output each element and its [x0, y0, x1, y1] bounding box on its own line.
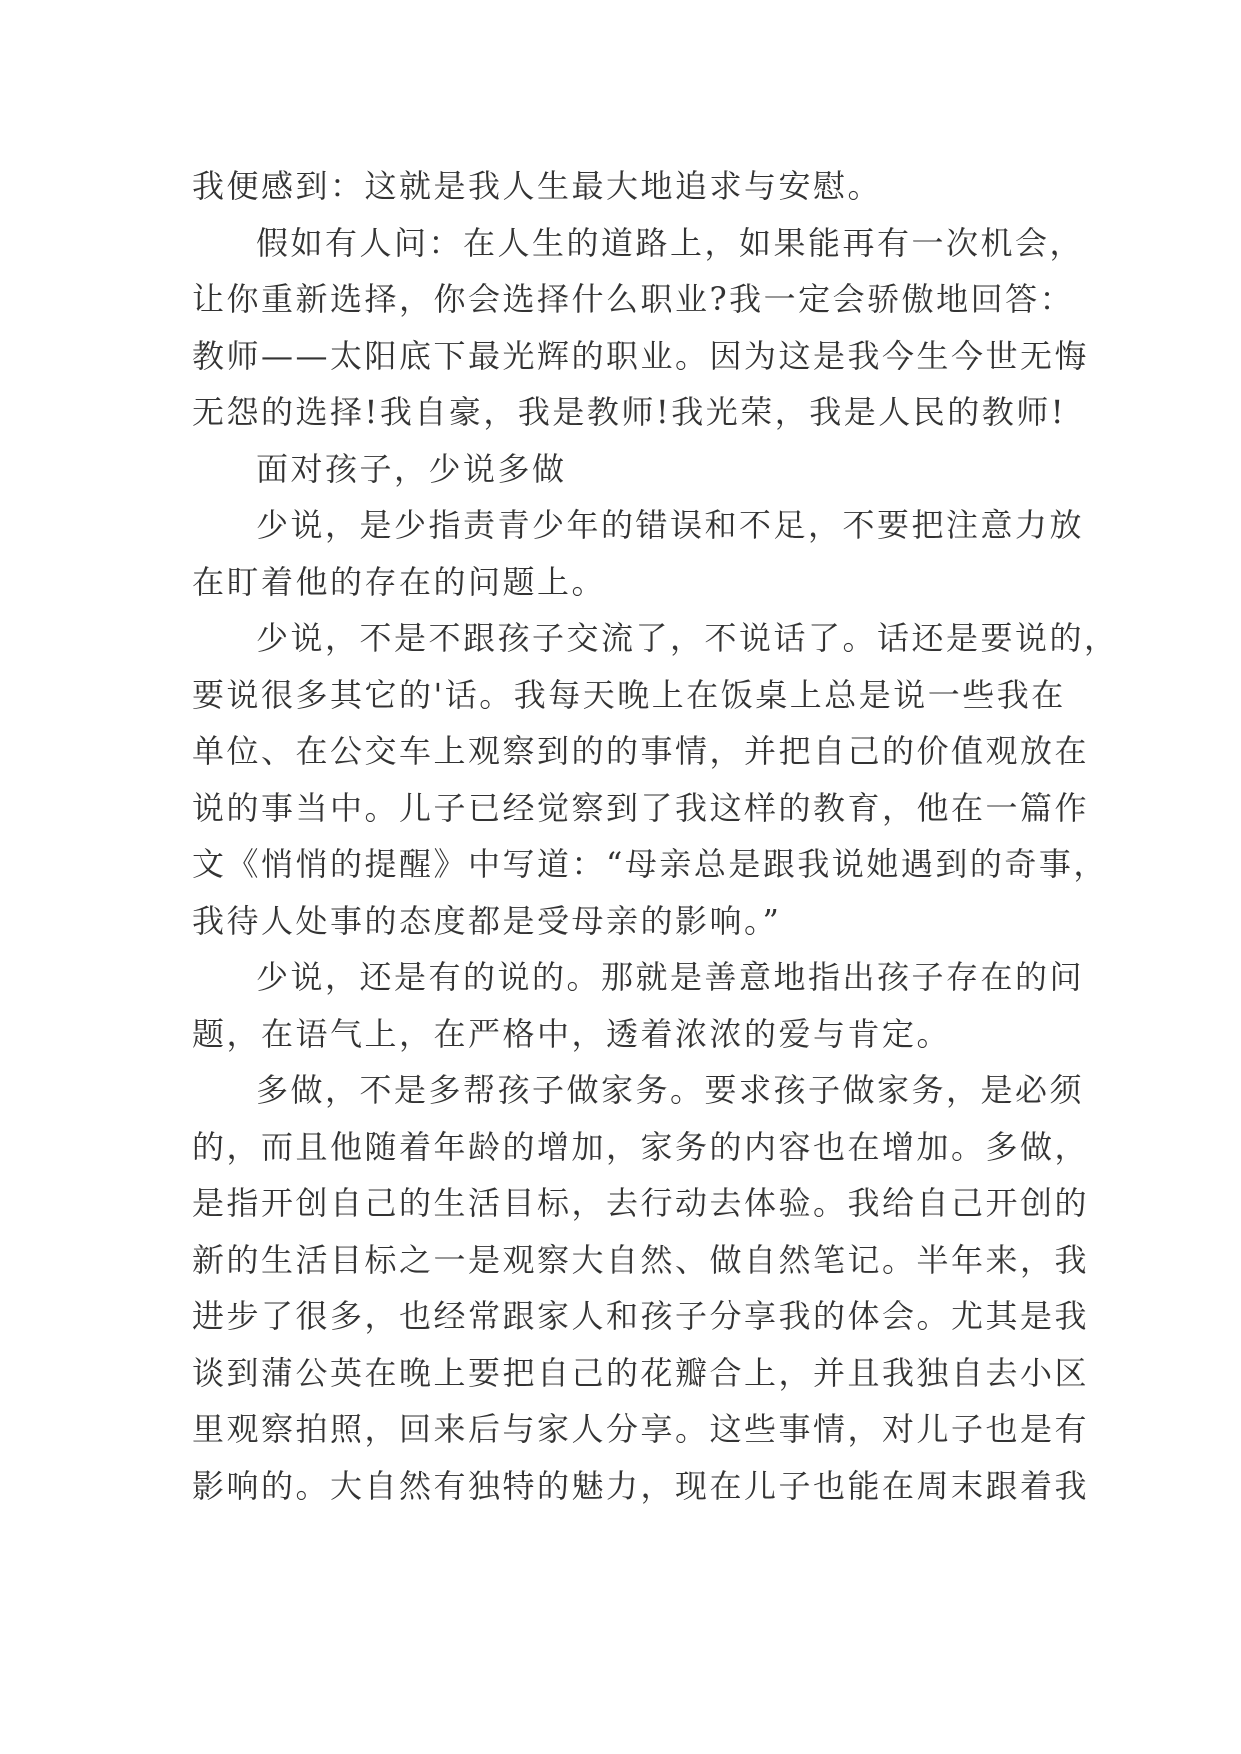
text-line: 假如有人问：在人生的道路上，如果能再有一次机会，: [256, 223, 1085, 262]
text-line: 进步了很多，也经常跟家人和孩子分享我的体会。尤其是我: [192, 1297, 1090, 1335]
document-body: [192, 158, 1119, 1514]
text-line: 少说，不是不跟孩子交流了，不说话了。话还是要说的，: [256, 619, 1119, 657]
text-line: 单位、在公交车上观察到的的事情，并把自己的价值观放在: [192, 732, 1090, 770]
text-line: 在盯着他的存在的问题上。: [192, 562, 607, 601]
section-heading: 面对孩子，少说多做: [256, 449, 567, 488]
text-line: 多做，不是多帮孩子做家务。要求孩子做家务，是必须: [256, 1071, 1085, 1109]
text-line: 是指开创自己的生活目标，去行动去体验。我给自己开创的: [192, 1184, 1090, 1222]
text-line: 教师——太阳底下最光辉的职业。因为这是我今生今世无悔: [192, 336, 1090, 375]
text-line: 的，而且他随着年龄的增加，家务的内容也在增加。多做，: [192, 1127, 1090, 1166]
text-line: 新的生活目标之一是观察大自然、做自然笔记。半年来，我: [192, 1240, 1090, 1279]
text-line: 少说，是少指责青少年的错误和不足，不要把注意力放: [256, 506, 1085, 544]
text-line: 题，在语气上，在严格中，透着浓浓的爱与肯定。: [192, 1014, 952, 1053]
text-line: 说的事当中。儿子已经觉察到了我这样的教育，他在一篇作: [192, 788, 1090, 827]
text-line: 要说很多其它的'话。我每天晚上在饭桌上总是说一些我在: [192, 675, 1066, 714]
text-line: 无怨的选择!我自豪，我是教师!我光荣，我是人民的教师!: [192, 393, 1067, 431]
text-line: 我待人处事的态度都是受母亲的影响。”: [192, 901, 782, 940]
text-line: 影响的。大自然有独特的魅力，现在儿子也能在周末跟着我: [192, 1466, 1090, 1505]
text-line: 我便感到：这就是我人生最大地追求与安慰。: [192, 167, 883, 205]
text-line: 让你重新选择，你会选择什么职业?我一定会骄傲地回答：: [192, 280, 1075, 318]
text-line: 少说，还是有的说的。那就是善意地指出孩子存在的问: [256, 958, 1085, 996]
text-line: 文《悄悄的提醒》中写道：“母亲总是跟我说她遇到的奇事，: [192, 845, 1108, 883]
text-line: 谈到蒲公英在晚上要把自己的花瓣合上，并且我独自去小区: [192, 1353, 1090, 1392]
text-line: 里观察拍照，回来后与家人分享。这些事情，对儿子也是有: [192, 1410, 1090, 1448]
